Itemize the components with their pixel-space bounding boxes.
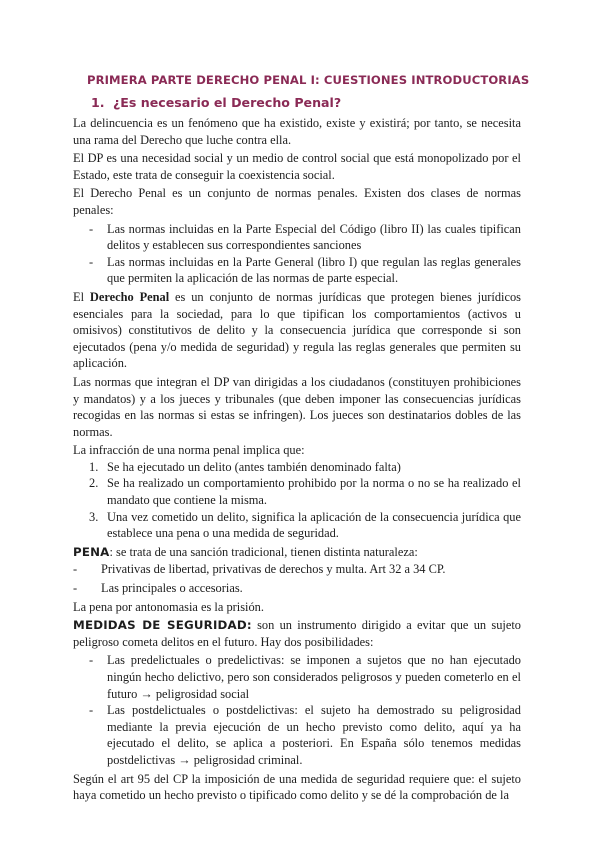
- list-item: [73, 475, 521, 508]
- list-item-text: Las predelictuales o predelictivas: se imponen a sujetos que no han ejecutado ningún hecho delictivo, pero son considerados peligrosos y pueden cometerlo en el futuro → peligrosidad social: [107, 653, 521, 701]
- list-item-text: Las principales o accesorias.: [101, 581, 243, 596]
- document-body: [73, 115, 521, 806]
- paragraph-art95: Según el art 95 del CP la imposición de una medida de seguridad requiere que: el sujeto haya cometido un hecho previsto o tipificado como delito y se dé la comprobación de la: [73, 771, 521, 803]
- list-item: [73, 459, 521, 476]
- paragraph-destinatarios: Las normas que integran el DP van dirigidas a los ciudadanos (constituyen prohibiciones y mandatos) y a los jueces y tribunales (que deben imponer las consecuencias jurídicas recogidas en las normas si estas se infringen). Los jueces son destinatarios dobles de las normas.: [73, 374, 521, 439]
- paragraph-definicion-dp: [73, 289, 521, 372]
- list-item-text: Se ha realizado un comportamiento prohibido por la norma o no se ha realizado el mandato que contiene la misma.: [107, 476, 521, 508]
- list-item: [73, 221, 521, 254]
- bold-term: Derecho Penal: [89, 289, 170, 304]
- list-item: [73, 702, 521, 768]
- list-item-text: Las normas incluidas en la Parte General (libro I) que regulan las reglas generales que permiten la aplicación de las normas de parte especial.: [107, 254, 521, 286]
- section-heading: [91, 95, 341, 110]
- paragraph-delincuencia: La delincuencia es un fenómeno que ha existido, existe y existirá; por tanto, se necesita una rama del Derecho que luche contra ella.: [73, 116, 521, 147]
- list-marker: 2.: [89, 476, 99, 491]
- paragraph-prision: La pena por antonomasia es la prisión.: [73, 599, 264, 614]
- list-marker: -: [73, 581, 78, 596]
- list-item-text: Una vez cometido un delito, significa la aplicación de la consecuencia jurídica que establece una pena o una medida de seguridad.: [107, 509, 521, 541]
- medidas-text: son un instrumento dirigido a evitar que un sujeto peligroso cometa delitos en el futuro. Hay dos posibilidades:: [73, 618, 522, 649]
- list-marker: -: [89, 703, 94, 718]
- list-marker: -: [89, 221, 94, 236]
- list-item: [73, 561, 521, 578]
- paragraph-conjunto-normas: El Derecho Penal es un conjunto de normas penales. Existen dos clases de normas penales:: [73, 186, 521, 217]
- pena-label: PENA: [73, 544, 110, 559]
- list-marker: -: [73, 562, 78, 577]
- section-number: 1.: [91, 95, 105, 110]
- list-marker: 1.: [89, 459, 99, 474]
- paragraph-infraccion: La infracción de una norma penal implica que:: [73, 443, 305, 458]
- list-item-text: Privativas de libertad, privativas de derechos y multa. Art 32 a 34 CP.: [101, 562, 446, 577]
- pena-text: : se trata de una sanción tradicional, tienen distinta naturaleza:: [109, 544, 418, 559]
- paragraph-medidas: [73, 617, 521, 650]
- list-item: [73, 254, 521, 287]
- text-run: El: [73, 289, 90, 304]
- list-item-text: Las normas incluidas en la Parte Especial del Código (libro II) las cuales tipifican delitos y establecen sus correspondientes sanciones: [107, 221, 521, 253]
- list-item-text: Las postdelictuales o postdelictivas: el sujeto ha demostrado su peligrosidad mediante la previa ejecución de un hecho previsto como delito, aquí ya ha ejecutado el delito, se aplica a posteriori. En España sólo tenemos medidas postdelictivas → peligrosidad criminal.: [107, 703, 521, 767]
- list-marker: -: [89, 254, 94, 269]
- text-run: es un conjunto de normas jurídicas que protegen bienes jurídicos esenciales para la sociedad, para lo que tipifican los comportamientos (activos u omisivos) constitutivos de delito y la consecuencia jurídica que corresponde si son ejecutados (pena y/o medida de seguridad) y regula las reglas generales que permiten su aplicación.: [73, 289, 521, 371]
- paragraph-dp-necesidad: El DP es una necesidad social y un medio de control social que está monopolizado por el Estado, este trata de conseguir la coexistencia social.: [73, 151, 521, 182]
- part-heading: PRIMERA PARTE DERECHO PENAL I: CUESTIONES INTRODUCTORIAS: [87, 73, 530, 87]
- list-marker: -: [89, 653, 94, 668]
- medidas-label: MEDIDAS DE SEGURIDAD:: [73, 618, 252, 633]
- paragraph-pena: [73, 544, 521, 561]
- list-item: [73, 509, 521, 542]
- list-marker: 3.: [89, 509, 99, 524]
- list-item: [73, 580, 521, 597]
- list-item: [73, 652, 521, 702]
- section-title: ¿Es necesario el Derecho Penal?: [113, 95, 342, 110]
- list-item-text: Se ha ejecutado un delito (antes también denominado falta): [107, 459, 401, 474]
